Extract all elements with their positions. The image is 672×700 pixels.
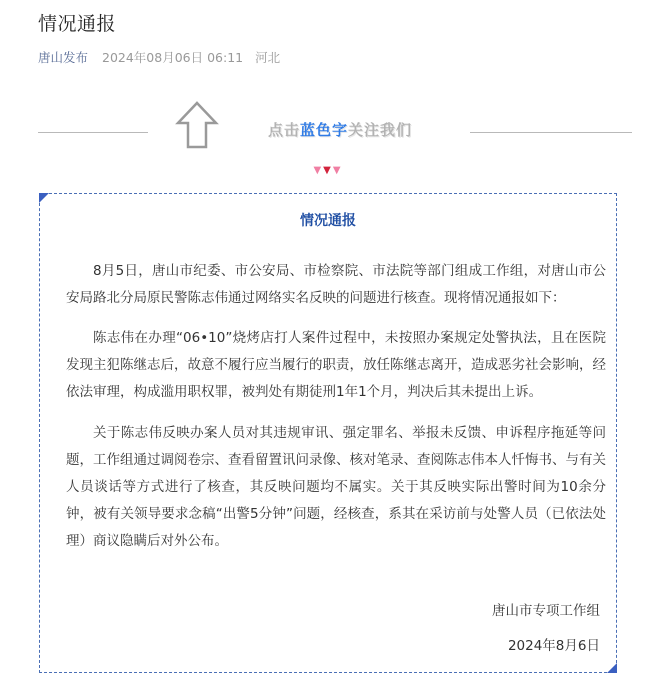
article-meta <box>38 48 280 66</box>
corner-decoration <box>39 193 49 203</box>
triangle-down-icon: ▼ <box>313 165 324 176</box>
corner-decoration <box>607 663 617 673</box>
divider-left <box>38 132 148 133</box>
notice-date: 2024年8月6日 <box>507 638 600 654</box>
account-name-link[interactable]: 唐山发布 <box>38 50 89 65</box>
notice-paragraph: 8月5日，唐山市纪委、市公安局、市检察院、市法院等部门组成工作组，对唐山市公安局路北分局原民警陈志伟通过网络实名反映的问题进行核查。现将情况通报如下： <box>66 263 606 306</box>
notice-paragraph: 关于陈志伟反映办案人员对其违规审讯、强定罪名、举报未反馈、申诉程序拖延等问题，工作组通过调阅卷宗、查看留置讯问录像、核对笔录、查阅陈志伟本人忏悔书、与有关人员谈话等方式进行了核查，其反映问题均不属实。关于其反映实际出警时间为10余分钟，被有关领导要求念稿“出警5分钟”问题，经核查，系其在采访前与处警人员（已依法处理）商议隐瞒后对外公布。 <box>66 425 606 549</box>
notice-paragraph: 陈志伟在办理“06•10”烧烤店打人案件过程中，未按照办案规定处警执法，且在医院发现主犯陈继志后，故意不履行应当履行的职责，放任陈继志离开，造成恶劣社会影响，经依法审理，构成滥用职权罪，被判处有期徒刑1年1个月，判决后其未提出上诉。 <box>66 330 606 400</box>
publish-location: 河北 <box>255 50 281 65</box>
follow-us-text[interactable] <box>268 119 412 140</box>
notice-signature: 唐山市专项工作组 <box>492 603 600 619</box>
follow-prefix: 点击 <box>268 121 301 139</box>
publish-time: 2024年08月06日 06:11 <box>102 50 244 65</box>
triangle-down-icon: ▼ <box>332 165 343 176</box>
article-title: 情况通报 <box>38 13 117 35</box>
follow-highlight: 蓝色字 <box>300 121 349 139</box>
up-arrow-icon <box>175 100 219 152</box>
follow-suffix: 关注我们 <box>348 121 413 139</box>
triangle-down-icon: ▼ <box>323 165 333 176</box>
divider-right <box>470 132 632 133</box>
notice-heading: 情况通报 <box>300 213 356 229</box>
notice-box <box>39 193 617 673</box>
follow-banner <box>38 100 632 162</box>
decorative-triangles <box>308 165 348 179</box>
